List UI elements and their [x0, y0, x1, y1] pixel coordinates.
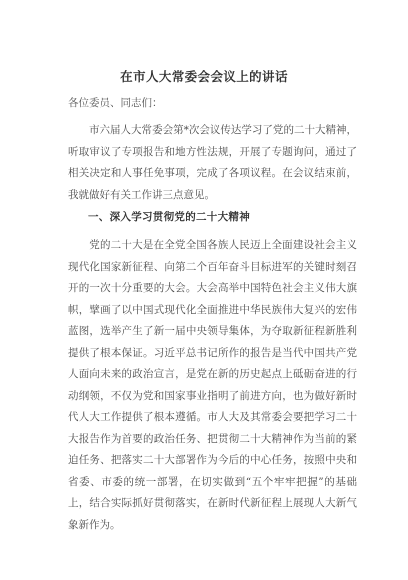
paragraph-1-text: 市六届人大常委会第*次会议传达学习了党的二十大精神，听取审议了专项报告和地方性法规，开展了专题询问，通过了相关决定和人事任免事项，完成了各项议程。在会议结束前，我就做好有关工作讲三点意见。	[68, 124, 357, 201]
document-title: 在市人大常委会会议上的讲话	[120, 69, 288, 84]
paragraph-2	[68, 235, 357, 536]
paragraph-2-text: 党的二十大是在全党全国各族人民迈上全面建设社会主义现代化国家新征程、向第二个百年奋斗目标进军的关键时刻召开的一次十分重要的大会。大会高举中国特色社会主义伟大旗帜，擘画了以中国式现代化全面推进中华民族伟大复兴的宏伟蓝图，选举产生了新一届中央领导集体，为夺取新征程新胜利提供了根本保证。习近平总书记所作的报告是当代中国共产党人面向未来的政治宣言，是党在新的历史起点上砥砺奋进的行动纲领，不仅为党和国家事业指明了前进方向，也为做好新时代人大工作提供了根本遵循。市人大及其常委会要把学习二十大报告作为首要的政治任务、把贯彻二十大精神作为当前的紧迫任务、把落实二十大部署作为今后的中心任务，按照中央和省委、市委的统一部署，在切实做到“五个牢牢把握”的基础上，结合实际抓好贯彻落实，在新时代新征程上展现人大新气象新作为。	[68, 239, 357, 531]
section-1-heading: 一、深入学习贯彻党的二十大精神	[88, 211, 250, 223]
paragraph-1	[68, 120, 357, 206]
salutation: 各位委员、同志们：	[68, 97, 163, 109]
